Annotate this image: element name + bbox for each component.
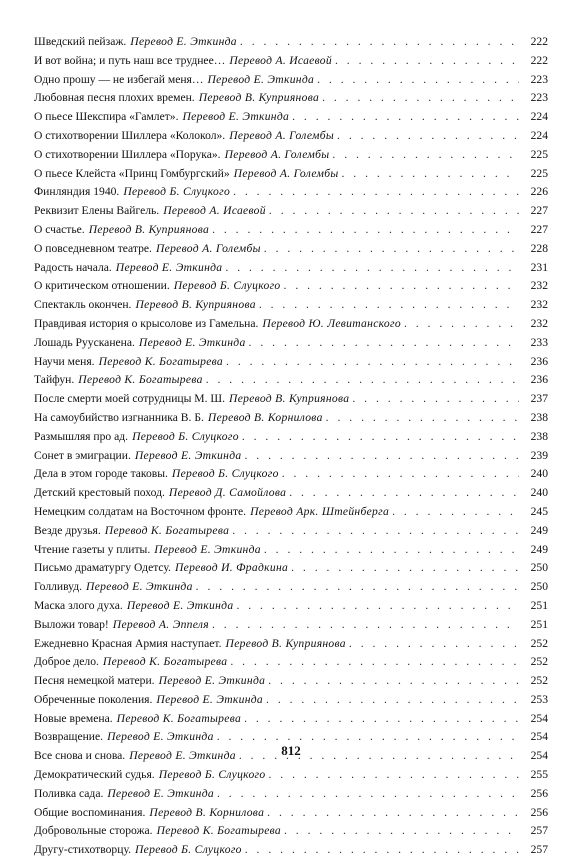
toc-entry [34, 785, 548, 804]
poem-title: Сонет в эмиграции. [34, 448, 131, 462]
translator: Перевод А. Исаевой [229, 53, 332, 67]
poem-title: Лошадь Руусканена. [34, 335, 135, 349]
translator: Перевод Б. Слуцкого [173, 279, 281, 293]
poem-title: Одно прошу — не избегай меня… [34, 72, 204, 86]
page-ref: 240 [530, 486, 548, 500]
translator: Перевод В. Корнилова [149, 805, 265, 819]
poem-title: Голливуд. [34, 580, 83, 594]
page-ref: 240 [530, 467, 548, 481]
page-number: 812 [281, 743, 301, 758]
translator: Перевод Арк. Штейнберга [250, 504, 390, 518]
dot-leader [284, 277, 519, 296]
poem-title: Размышляя про ад. [34, 429, 129, 443]
toc-entry [34, 465, 548, 484]
page-ref: 238 [530, 410, 548, 424]
toc-entry [34, 616, 548, 635]
dot-leader [332, 146, 519, 165]
page-ref: 249 [530, 523, 548, 537]
poem-title: Научи меня. [34, 354, 95, 368]
poem-title: Выложи товар! [34, 617, 109, 631]
dot-leader [291, 559, 519, 578]
poem-title: И вот война; и путь наш все труднее… [34, 53, 226, 67]
poem-title: Письмо драматургу Одетсу. [34, 561, 171, 575]
toc-entry [34, 559, 548, 578]
toc-entry [34, 221, 548, 240]
toc-entry [34, 822, 548, 841]
translator: Перевод Е. Эткинда [158, 674, 266, 688]
translator: Перевод Б. Слуцкого [171, 467, 279, 481]
page-ref: 225 [530, 166, 548, 180]
translator: Перевод Б. Слуцкого [123, 185, 231, 199]
page-ref: 225 [530, 147, 548, 161]
translator: Перевод Е. Эткинда [138, 335, 246, 349]
dot-leader [404, 315, 519, 334]
toc-entry [34, 635, 548, 654]
poem-title: Любовная песня плохих времен. [34, 91, 195, 105]
toc-entry [34, 146, 548, 165]
dot-leader [249, 334, 519, 353]
poem-title: Песня немецкой матери. [34, 674, 155, 688]
page-ref: 227 [530, 204, 548, 218]
page-ref: 251 [530, 598, 548, 612]
page-ref: 236 [530, 373, 548, 387]
poem-title: После смерти моей сотрудницы М. Ш. [34, 392, 226, 406]
toc-entry [34, 484, 548, 503]
dot-leader [282, 465, 519, 484]
translator: Перевод И. Фрадкина [174, 561, 289, 575]
translator: Перевод К. Богатырева [98, 354, 224, 368]
dot-leader [341, 165, 519, 184]
poem-title: Общие воспоминания. [34, 805, 146, 819]
dot-leader [244, 447, 519, 466]
dot-leader [268, 766, 519, 785]
poem-title: О пьесе Шекспира «Гамлет». [34, 110, 179, 124]
page-ref: 233 [530, 335, 548, 349]
poem-title: Добровольные сторожа. [34, 824, 153, 838]
poem-title: Возвращение. [34, 730, 104, 744]
page-ref: 253 [530, 692, 548, 706]
dot-leader [264, 541, 519, 560]
dot-leader [392, 503, 519, 522]
dot-leader [226, 353, 519, 372]
dot-leader [326, 409, 519, 428]
dot-leader [196, 578, 519, 597]
page-ref: 252 [530, 674, 548, 688]
poem-title: О счастье. [34, 222, 85, 236]
dot-leader [242, 428, 519, 447]
translator: Перевод К. Богатырева [156, 824, 281, 838]
page-ref: 226 [530, 185, 548, 199]
dot-leader [352, 390, 519, 409]
poem-title: Другу-стихотворцу. [34, 843, 131, 857]
toc-entry [34, 259, 548, 278]
dot-leader [289, 484, 519, 503]
dot-leader [269, 202, 519, 221]
page-ref: 255 [530, 768, 548, 782]
toc-entry [34, 766, 548, 785]
dot-leader [225, 259, 519, 278]
translator: Перевод К. Богатырева [78, 373, 203, 387]
page-ref: 227 [530, 222, 548, 236]
toc-entry [34, 597, 548, 616]
poem-title: Дела в этом городе таковы. [34, 467, 168, 481]
dot-leader [212, 221, 519, 240]
poem-title: Детский крестовый поход. [34, 486, 165, 500]
page-ref: 237 [530, 392, 548, 406]
toc-entry [34, 672, 548, 691]
page-ref: 249 [530, 542, 548, 556]
table-of-contents [34, 33, 548, 860]
page-ref: 239 [530, 448, 548, 462]
dot-leader [230, 653, 519, 672]
page-ref: 245 [530, 504, 548, 518]
poem-title: О стихотворении Шиллера «Колокол». [34, 128, 226, 142]
translator: Перевод Е. Эткинда [115, 260, 223, 274]
toc-entry [34, 371, 548, 390]
dot-leader [284, 822, 519, 841]
translator: Перевод А. Голембы [155, 241, 261, 255]
page-ref: 252 [530, 636, 548, 650]
translator: Перевод Е. Эткинда [107, 786, 214, 800]
poem-title: О критическом отношении. [34, 279, 170, 293]
poem-title: Спектакль окончен. [34, 298, 132, 312]
poem-title: На самоубийство изгнанника В. Б. [34, 410, 204, 424]
toc-entry [34, 52, 548, 71]
poem-title: Демократический судья. [34, 768, 155, 782]
toc-entry [34, 503, 548, 522]
dot-leader [212, 616, 519, 635]
poem-title: Новые времена. [34, 711, 113, 725]
poem-title: Шведский пейзаж. [34, 35, 127, 48]
toc-entry [34, 240, 548, 259]
toc-entry [34, 71, 548, 90]
toc-entry [34, 522, 548, 541]
translator: Перевод В. Куприянова [135, 298, 256, 312]
page-ref: 232 [530, 279, 548, 293]
toc-entry [34, 541, 548, 560]
dot-leader [268, 672, 519, 691]
translator: Перевод Е. Эткинда [86, 580, 193, 594]
toc-entry [34, 353, 548, 372]
translator: Перевод Ю. Левитанского [262, 316, 401, 330]
page-ref: 223 [530, 72, 548, 86]
page-ref: 257 [530, 843, 548, 857]
page-ref: 236 [530, 354, 548, 368]
translator: Перевод К. Богатырева [116, 711, 242, 725]
page-ref: 252 [530, 655, 548, 669]
translator: Перевод Е. Эткинда [134, 448, 242, 462]
translator: Перевод Е. Эткинда [130, 35, 237, 48]
toc-entry [34, 33, 548, 52]
poem-title: О стихотворении Шиллера «Порука». [34, 147, 221, 161]
dot-leader [335, 52, 519, 71]
translator: Перевод В. Куприянова [198, 91, 320, 105]
poem-title: Радость начала. [34, 260, 112, 274]
toc-entry [34, 277, 548, 296]
poem-title: Тайфун. [34, 373, 75, 387]
page-ref: 256 [530, 805, 548, 819]
toc-entry [34, 804, 548, 823]
toc-entry [34, 108, 548, 127]
poem-title: Все снова и снова. [34, 749, 126, 763]
dot-leader [217, 785, 519, 804]
toc-entry [34, 447, 548, 466]
dot-leader [236, 597, 519, 616]
dot-leader [259, 296, 519, 315]
poem-title: Обреченные поколения. [34, 692, 153, 706]
toc-entry [34, 296, 548, 315]
poem-title: Реквизит Елены Вайгель. [34, 204, 160, 218]
translator: Перевод В. Куприянова [225, 636, 346, 650]
page-ref: 256 [530, 786, 548, 800]
poem-title: Чтение газеты у плиты. [34, 542, 151, 556]
page-ref: 232 [530, 316, 548, 330]
translator: Перевод К. Богатырева [102, 655, 228, 669]
translator: Перевод Д. Самойлова [168, 486, 287, 500]
translator: Перевод В. Куприянова [88, 222, 210, 236]
dot-leader [266, 691, 519, 710]
dot-leader [240, 33, 519, 52]
translator: Перевод Б. Слуцкого [132, 429, 239, 443]
page-ref: 257 [530, 824, 548, 838]
translator: Перевод Б. Слуцкого [134, 843, 242, 857]
poem-title: Поливка сада. [34, 786, 104, 800]
translator: Перевод Е. Эткинда [182, 110, 290, 124]
dot-leader [322, 89, 519, 108]
translator: Перевод Е. Эткинда [107, 730, 214, 744]
translator: Перевод А. Голембы [229, 128, 335, 142]
poem-title: Немецким солдатам на Восточном фронте. [34, 504, 247, 518]
toc-entry [34, 89, 548, 108]
page-ref: 238 [530, 429, 548, 443]
translator: Перевод Б. Слуцкого [158, 768, 266, 782]
translator: Перевод В. Корнилова [207, 410, 323, 424]
toc-entry [34, 428, 548, 447]
dot-leader [267, 804, 519, 823]
toc-entry [34, 334, 548, 353]
toc-entry [34, 127, 548, 146]
page-ref: 224 [530, 110, 548, 124]
toc-entry [34, 165, 548, 184]
toc-entry [34, 202, 548, 221]
toc-entry [34, 315, 548, 334]
translator: Перевод В. Куприянова [229, 392, 350, 406]
dot-leader [244, 710, 519, 729]
page-ref: 254 [530, 711, 548, 725]
translator: Перевод А. Исаевой [163, 204, 266, 218]
poem-title: О пьесе Клейста «Принц Гомбургский» [34, 166, 230, 180]
dot-leader [337, 127, 519, 146]
translator: Перевод Е. Эткинда [156, 692, 264, 706]
dot-leader [206, 371, 519, 390]
translator: Перевод Е. Эткинда [207, 72, 315, 86]
poem-title: Везде друзья. [34, 523, 101, 537]
toc-entry [34, 390, 548, 409]
toc-entry [34, 578, 548, 597]
translator: Перевод Е. Эткинда [129, 749, 236, 763]
page-ref: 250 [530, 580, 548, 594]
poem-title: О повседневном театре. [34, 241, 152, 255]
page-ref: 222 [530, 53, 548, 67]
poem-title: Ежедневно Красная Армия наступает. [34, 636, 222, 650]
toc-entry [34, 841, 548, 860]
dot-leader [292, 108, 519, 127]
page-ref: 251 [530, 617, 548, 631]
page-ref: 228 [530, 241, 548, 255]
dot-leader [233, 183, 519, 202]
page-ref: 231 [530, 260, 548, 274]
page-ref: 254 [530, 730, 548, 744]
toc-entry [34, 183, 548, 202]
dot-leader [245, 841, 519, 860]
dot-leader [349, 635, 519, 654]
toc-entry [34, 409, 548, 428]
toc-entry [34, 691, 548, 710]
translator: Перевод Е. Эткинда [154, 542, 261, 556]
page-ref: 222 [530, 35, 548, 48]
translator: Перевод А. Голембы [233, 166, 339, 180]
translator: Перевод А. Голембы [224, 147, 330, 161]
translator: Перевод А. Эппеля [112, 617, 209, 631]
page-ref: 254 [530, 749, 548, 763]
page-ref: 223 [530, 91, 548, 105]
dot-leader [264, 240, 519, 259]
poem-title: Финляндия 1940. [34, 185, 120, 199]
page-ref: 250 [530, 561, 548, 575]
poem-title: Маска злого духа. [34, 598, 123, 612]
page-ref: 224 [530, 128, 548, 142]
toc-entry [34, 653, 548, 672]
poem-title: Доброе дело. [34, 655, 99, 669]
toc-entry [34, 710, 548, 729]
page-ref: 232 [530, 298, 548, 312]
translator: Перевод Е. Эткинда [126, 598, 234, 612]
dot-leader [317, 71, 519, 90]
dot-leader [232, 522, 519, 541]
poem-title: Правдивая история о крысолове из Гамельна. [34, 316, 259, 330]
translator: Перевод К. Богатырева [104, 523, 230, 537]
